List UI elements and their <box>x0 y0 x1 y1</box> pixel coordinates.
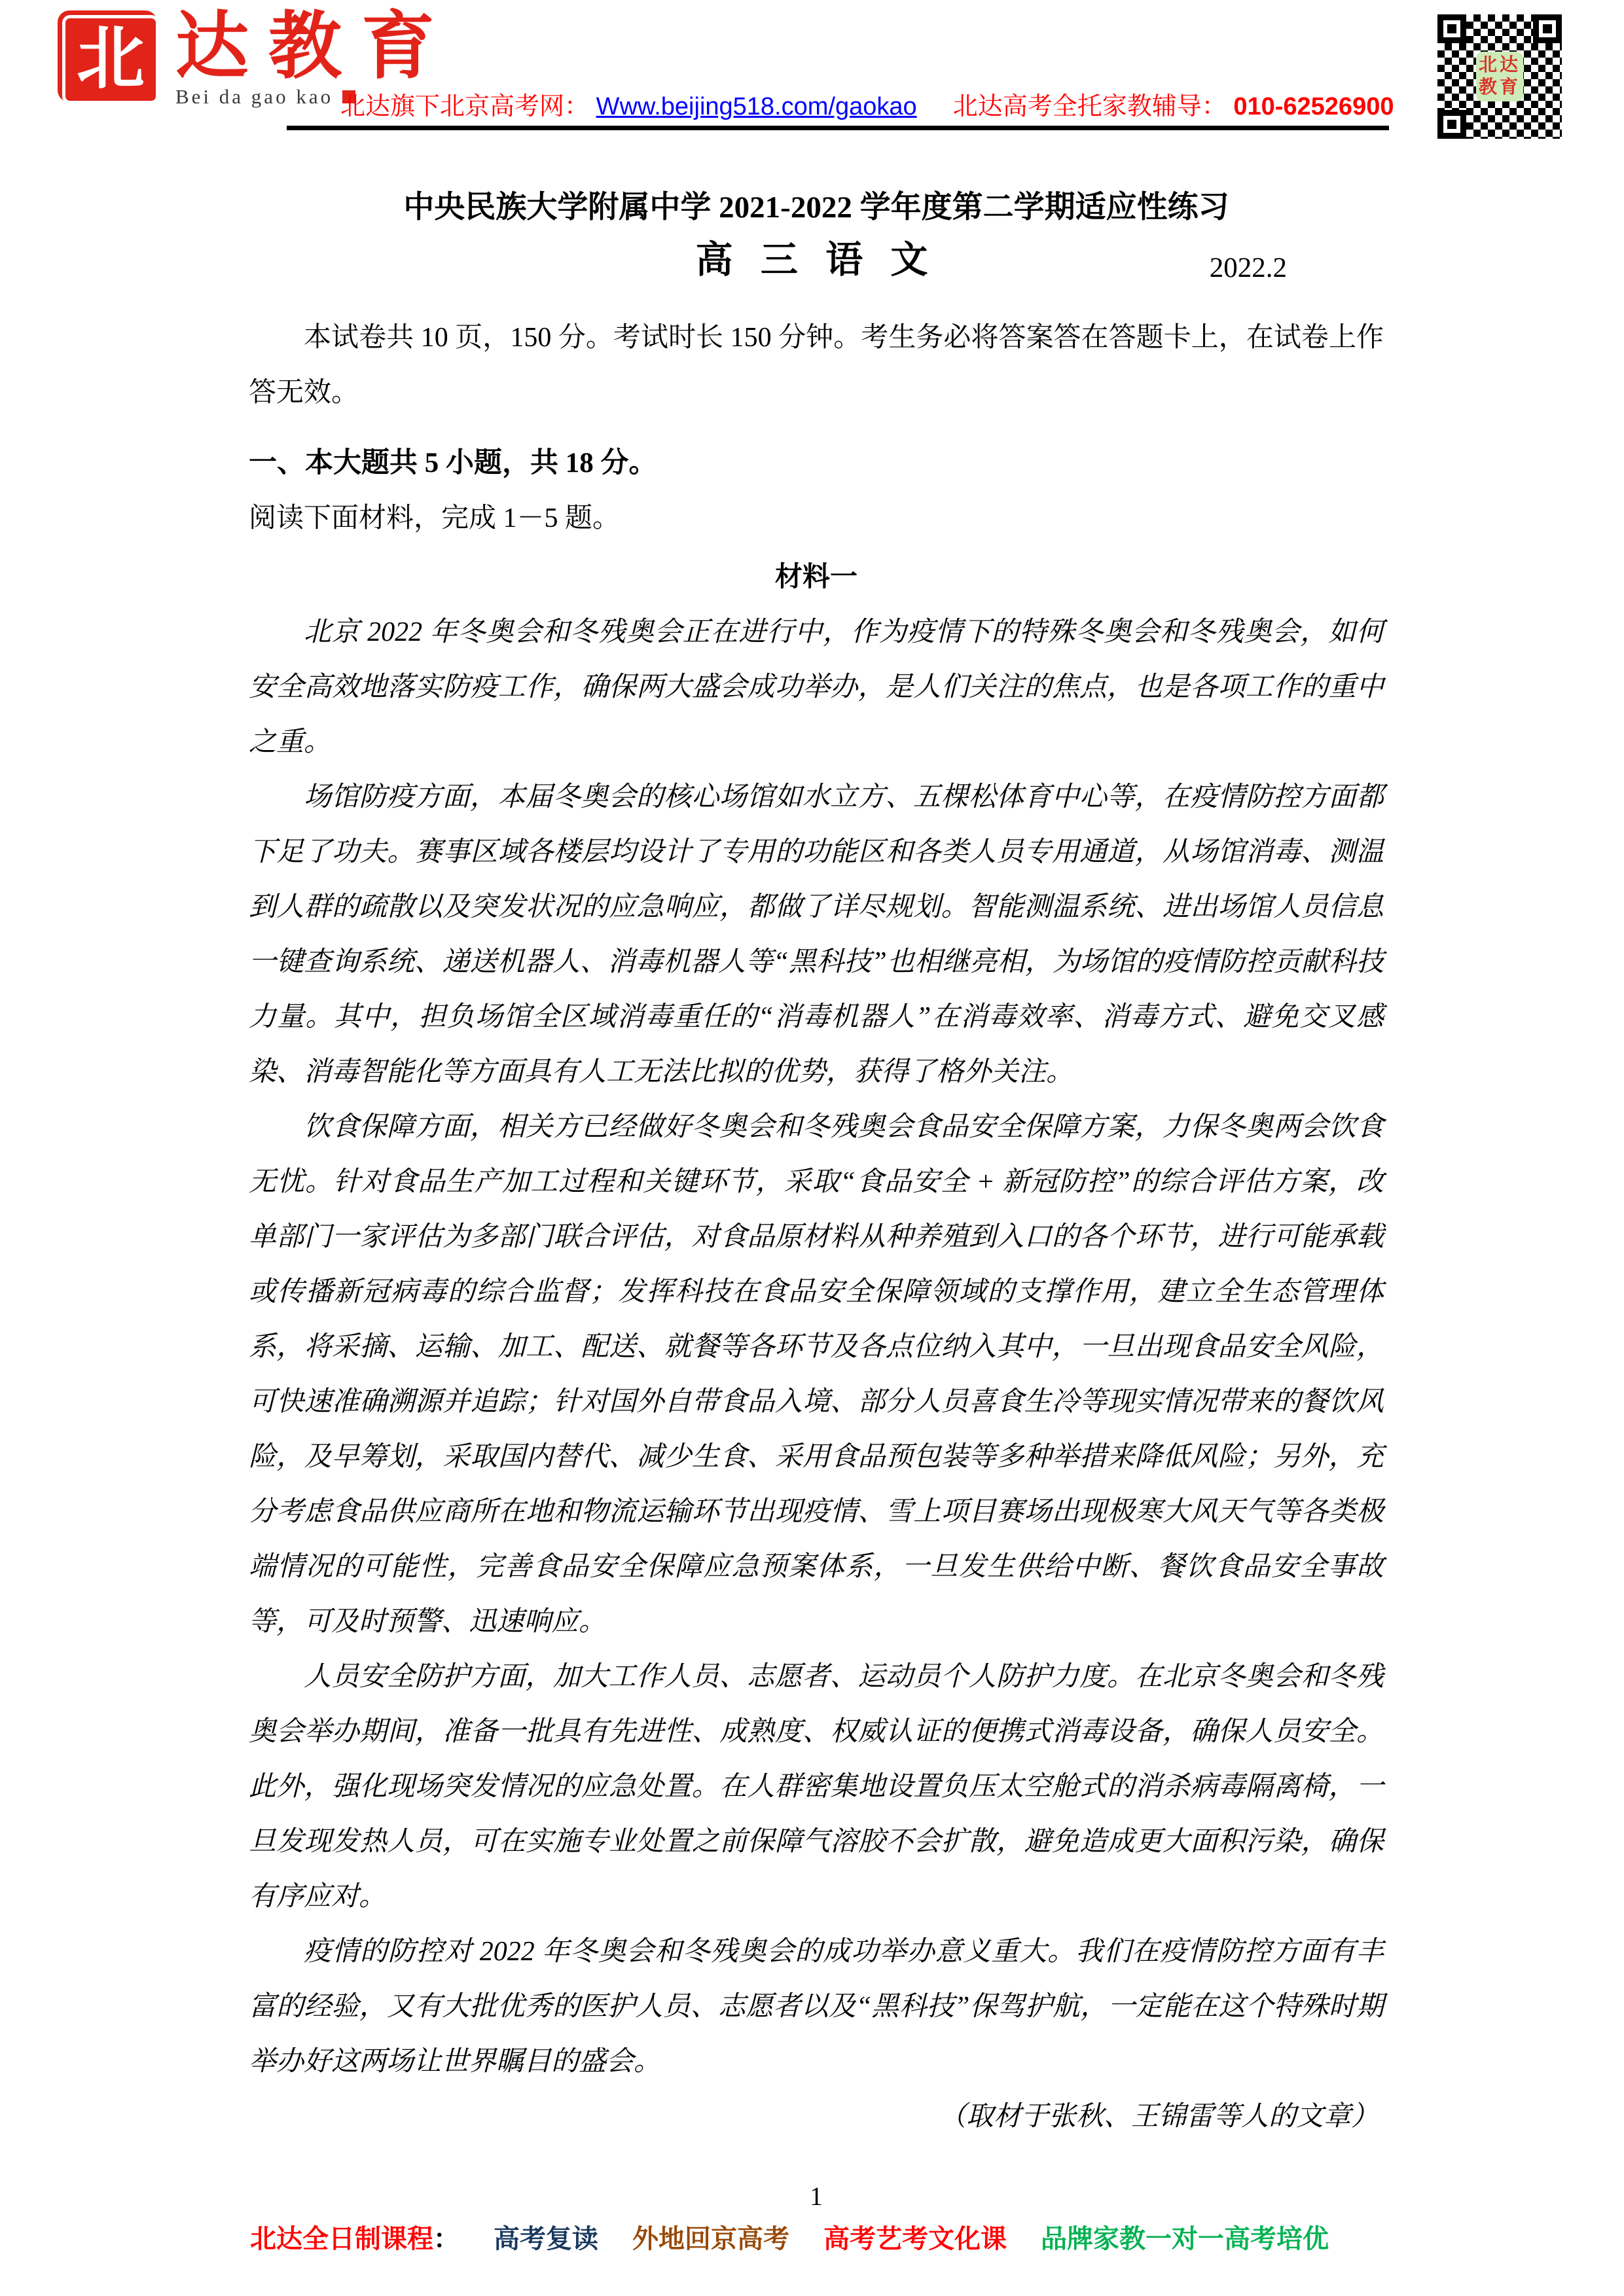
reading-instruction: 阅读下面材料，完成 1－5 题。 <box>249 503 621 533</box>
qr-code <box>1437 14 1562 139</box>
exam-title: 中央民族大学附属中学 2021-2022 学年度第二学期适应性练习 <box>403 190 1229 224</box>
qr-finder-bottom-left <box>1437 110 1466 139</box>
qr-center-badge: 北达教育 <box>1476 52 1523 101</box>
footer-item-huijing: 外地回京高考 <box>632 2225 789 2253</box>
seal-character: 北 <box>76 22 145 97</box>
material-paragraph: 北京 2022 年冬奥会和冬残奥会正在进行中，作为疫情下的特殊冬奥会和冬残奥会，如何安全高效地落实防疫工作，确保两大盛会成功举办，是人们关注的焦点，也是各项工作的重中之重。 <box>249 617 1384 757</box>
beida-seal-icon <box>58 10 157 102</box>
footer-item-fudu: 高考复读 <box>494 2225 598 2253</box>
material-paragraph: 场馆防疫方面，本届冬奥会的核心场馆如水立方、五棵松体育中心等，在疫情防控方面都下足了功夫。赛事区域各楼层均设计了专用的功能区和各类人员专用通道，从场馆消毒、测温到人群的疏散以及突发状况的应急响应，都做了详尽规划。智能测温系统、进出场馆人员信息一键查询系统、递送机器人、消毒机器人等“黑科技”也相继亮相，为场馆的疫情防控贡献科技力量。其中，担负场馆全区域消毒重任的“消毒机器人”在消毒效率、消毒方式、避免交叉感染、消毒智能化等方面具有人工无法比拟的优势，获得了格外关注。 <box>249 782 1384 1087</box>
header-contact-line <box>340 92 1394 122</box>
brand-text: 达教育 <box>175 7 454 88</box>
material-heading: 材料一 <box>774 562 857 592</box>
page-number: 1 <box>810 2181 823 2211</box>
tutor-label: 北达高考全托家教辅导： <box>952 93 1227 120</box>
exam-subtitle-row <box>249 237 1384 284</box>
exam-subject: 高 三 语 文 <box>695 240 937 281</box>
section-heading: 一、本大题共 5 小题，共 18 分。 <box>249 448 657 478</box>
exam-date: 2022.2 <box>1209 253 1287 283</box>
material-paragraph: 疫情的防控对 2022 年冬奥会和冬残奥会的成功举办意义重大。我们在疫情防控方面有丰富的经验，又有大批优秀的医护人员、志愿者以及“黑科技”保驾护航，一定能在这个特殊时期举办好这两场让世界瞩目的盛会。 <box>249 1937 1384 2077</box>
footer-colon: ： <box>433 2225 460 2253</box>
source-attribution: （取材于张秋、王锦雷等人的文章） <box>938 2102 1379 2132</box>
site-label: 北达旗下北京高考网： <box>340 93 590 120</box>
document-content <box>249 187 1384 2212</box>
qr-finder-top-left <box>1437 14 1466 43</box>
material-one <box>249 550 1384 2144</box>
brand-subtitle-text: Bei da gao kao <box>175 85 334 108</box>
footer-label: 北达全日制课程 <box>250 2225 433 2253</box>
qr-finder-top-right <box>1533 14 1562 43</box>
material-paragraph: 饮食保障方面，相关方已经做好冬奥会和冬残奥会食品安全保障方案，力保冬奥两会饮食无忧。针对食品生产加工过程和关键环节，采取“食品安全 + 新冠防控”的综合评估方案，改单部门一家评估为多部门联合评估，对食品原材料从种养殖到入口的各个环节，进行可能承载或传播新冠病毒的综合监督；发挥科技在食品安全保障领域的支撑作用，建立全生态管理体系，将采摘、运输、加工、配送、就餐等各环节及各点位纳入其中，一旦出现食品安全风险，可快速准确溯源并追踪；针对国外自带食品入境、部分人员喜食生冷等现实情况带来的餐饮风险，及早筹划，采取国内替代、减少生食、采用食品预包装等多种举措来降低风险；另外，充分考虑食品供应商所在地和物流运输环节出现疫情、雪上项目赛场出现极寒大风天气等各类极端情况的可能性，完善食品安全保障应急预案体系，一旦发生供给中断、餐饮食品安全事故等，可及时预警、迅速响应。 <box>249 1112 1384 1637</box>
page-footer <box>250 2223 1329 2255</box>
material-paragraph: 人员安全防护方面，加大工作人员、志愿者、运动员个人防护力度。在北京冬奥会和冬残奥会举办期间，准备一批具有先进性、成熟度、权威认证的便携式消毒设备，确保人员安全。此外，强化现场突发情况的应急处置。在人群密集地设置负压太空舱式的消杀病毒隔离椅，一旦发现发热人员，可在实施专业处置之前保障气溶胶不会扩散，避免造成更大面积污染，确保有序应对。 <box>249 1662 1384 1912</box>
footer-item-jiajiao: 品牌家教一对一高考培优 <box>1041 2225 1329 2253</box>
beida-seal-inner <box>62 15 159 104</box>
exam-notice: 本试卷共 10 页，150 分。考试时长 150 分钟。考生务必将答案答在答题卡上，在试卷上作答无效。 <box>249 323 1384 408</box>
header-rule <box>287 126 1389 130</box>
phone-number: 010-62526900 <box>1233 93 1394 120</box>
beijing518-link[interactable]: Www.beijing518.com/gaokao <box>596 93 917 120</box>
footer-item-yikao: 高考艺考文化课 <box>823 2225 1007 2253</box>
